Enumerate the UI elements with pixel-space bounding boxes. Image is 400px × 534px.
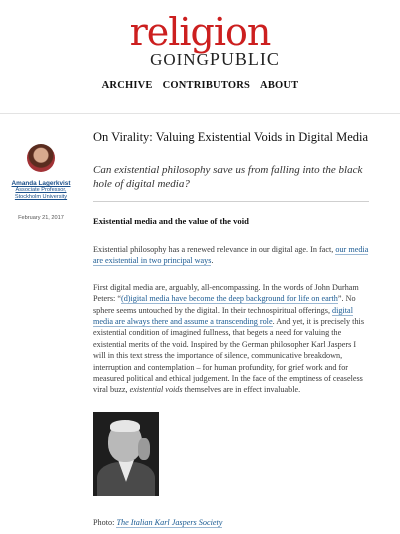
author-role-line-1[interactable]: Associate Professor, [15,187,67,193]
site-logo[interactable] [0,12,400,69]
photo-figure-hair [110,420,140,432]
nav-about[interactable]: ABOUT [260,80,299,91]
paragraph-1-text: Existential philosophy has a renewed relevance in our digital age. In fact, [93,245,336,254]
section-heading: Existential media and the value of the void [93,216,249,226]
photo-credit-label: Photo: [93,517,117,527]
page-title: On Virality: Valuing Existential Voids in Digital Media [93,130,369,144]
header-divider [0,113,400,114]
logo-tagline [0,50,400,69]
nav-archive[interactable]: ARCHIVE [101,80,153,91]
emphasis-existential-voids: existential voids [129,385,183,395]
nav-contributors[interactable]: CONTRIBUTORS [162,80,251,91]
paragraph-2-text-b: ”. No sphere seems untouched by the digital. In their technospiritual offerings, [93,294,356,315]
paragraph-1 [93,244,369,267]
subtitle-divider [93,201,369,202]
paragraph-2-text-d: themselves are in effect invaluable. [182,385,301,395]
avatar[interactable] [27,144,55,172]
logo-tagline-left: GOING [150,50,210,69]
link-transcending-role[interactable]: digital media are always there and assume a transcending role [93,305,353,327]
author-role-line-2[interactable]: Stockholm University [14,194,68,200]
link-existential-ways[interactable]: our media are existential in two principal ways [93,245,369,266]
paragraph-2-text-c: . And yet, it is precisely this existential condition of imagined fullness, that begets a need for valuing the existential merits of the void. Inspired by the German philosopher Karl Jaspers I will in this text stress the importance of silence, communicative breakdown, interruption and contemplation – for human profundity, for grief work and for measured political and ethical judgement. In the face of the emptiness of ceaseless viral buzz, [93,317,365,395]
link-deep-background[interactable]: (d)igital media have become the deep background for life on earth [120,294,338,304]
publish-date: February 21, 2017 [18,215,64,221]
author-name-link[interactable]: Amanda Lagerkvist [11,180,71,187]
logo-wordmark: religion [129,10,271,54]
author-card [8,144,74,221]
photo-credit-link[interactable]: The Italian Karl Jaspers Society [116,517,223,527]
article-subtitle: Can existential philosophy save us from falling into the black hole of digital media? [93,164,363,190]
article-body [93,130,369,527]
paragraph-2 [93,282,369,396]
logo-tagline-right: PUBLIC [209,49,280,69]
main-nav [0,80,400,91]
paragraph-1-end: . [211,256,214,266]
photo-figure-hand [138,438,150,460]
karl-jaspers-photo [93,412,159,496]
paragraph-2-text-a: First digital media are, arguably, all-encompassing. In the words of John Durham Peters: “ [93,282,359,304]
photo-credit [93,518,369,527]
